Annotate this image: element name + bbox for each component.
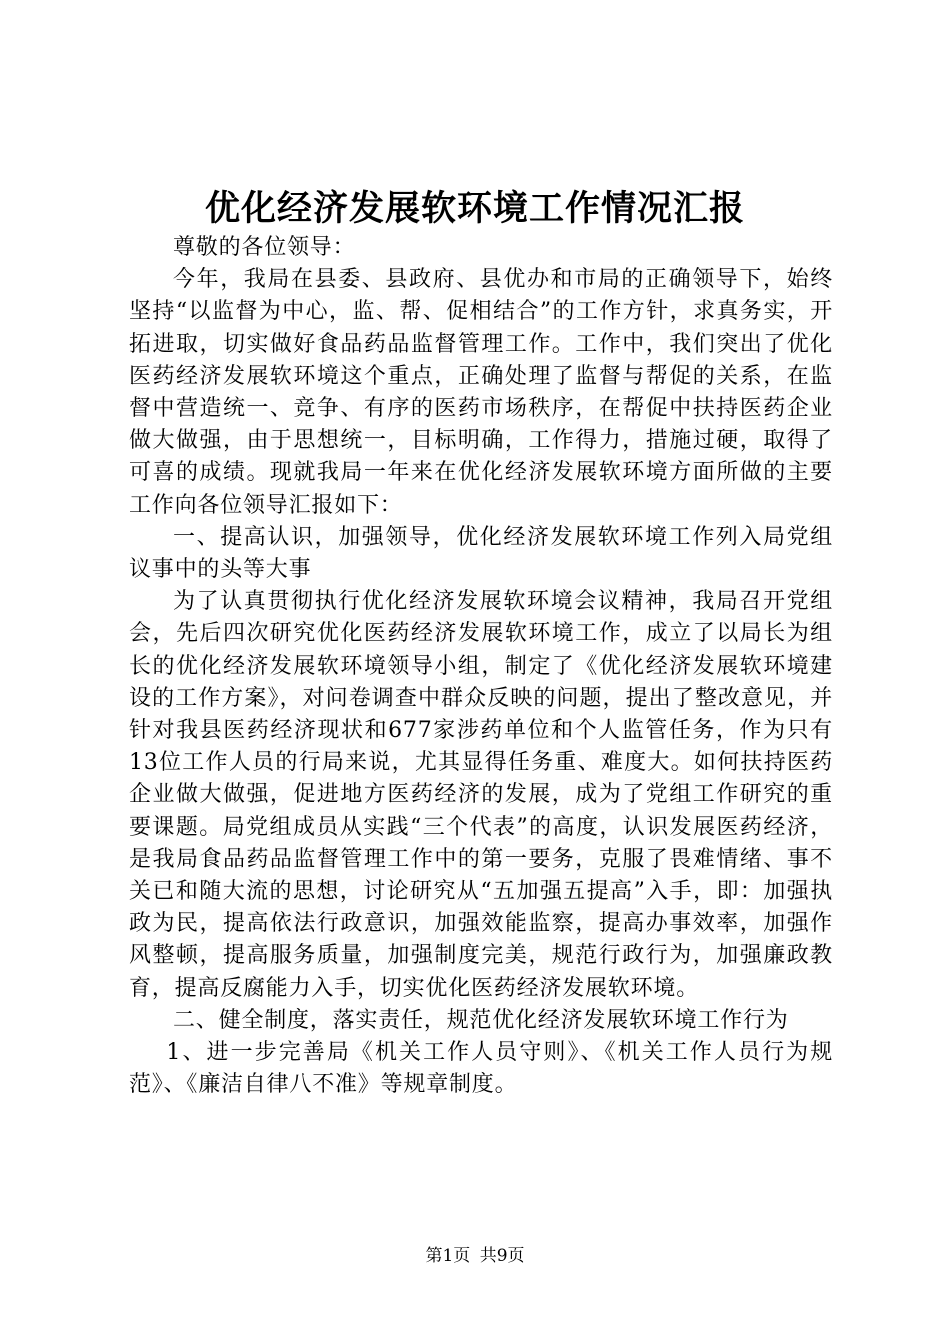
- page-number: 第1页: [425, 1246, 471, 1266]
- section-heading-1: 一、提高认识，加强领导，优化经济发展软环境工作列入局党组议事中的头等大事: [129, 524, 833, 583]
- page-total: 共9页: [479, 1246, 525, 1266]
- page-footer: [0, 1244, 950, 1268]
- section-heading-2: 二、健全制度，落实责任，规范优化经济发展软环境工作行为: [173, 1007, 789, 1033]
- document-title: 优化经济发展软环境工作情况汇报: [204, 188, 745, 229]
- document-body: [129, 232, 833, 1101]
- salutation: 尊敬的各位领导：: [173, 235, 356, 260]
- paragraph-item-1: 1、进一步完善局《机关工作人员守则》、《机关工作人员行为规范》、《廉洁自律八不准》等规章制度。: [129, 1040, 833, 1098]
- paragraph-section-1: 为了认真贯彻执行优化经济发展软环境会议精神，我局召开党组会，先后四次研究优化医药经济发展软环境工作，成立了以局长为组长的优化经济发展软环境领导小组，制定了《优化经济发展软环境建设的工作方案》，对问卷调查中群众反映的问题，提出了整改意见，并针对我县医药经济现状和677家涉药单位和个人监管任务，作为只有13位工作人员的行局来说，尤其显得任务重、难度大。如何扶持医药企业做大做强，促进地方医药经济的发展，成为了党组工作研究的重要课题。局党组成员从实践“三个代表”的高度，认识发展医药经济，是我局食品药品监督管理工作中的第一要务，克服了畏难情绪、事不关已和随大流的思想，讨论研究从“五加强五提高”入手，即：加强执政为民，提高依法行政意识，加强效能监察，提高办事效率，加强作风整顿，提高服务质量，加强制度完美，规范行政行为，加强廉政教育，提高反腐能力入手，切实优化医药经济发展软环境。: [129, 589, 833, 1001]
- paragraph-intro: 今年，我局在县委、县政府、县优办和市局的正确领导下，始终坚持“以监督为中心，监、帮、促相结合”的工作方针，求真务实，开拓进取，切实做好食品药品监督管理工作。工作中，我们突出了优化医药经济发展软环境这个重点，正确处理了监督与帮促的关系，在监督中营造统一、竞争、有序的医药市场秩序，在帮促中扶持医药企业做大做强，由于思想统一，目标明确，工作得力，措施过硬，取得了可喜的成绩。现就我局一年来在优化经济发展软环境方面所做的主要工作向各位领导汇报如下：: [129, 267, 833, 518]
